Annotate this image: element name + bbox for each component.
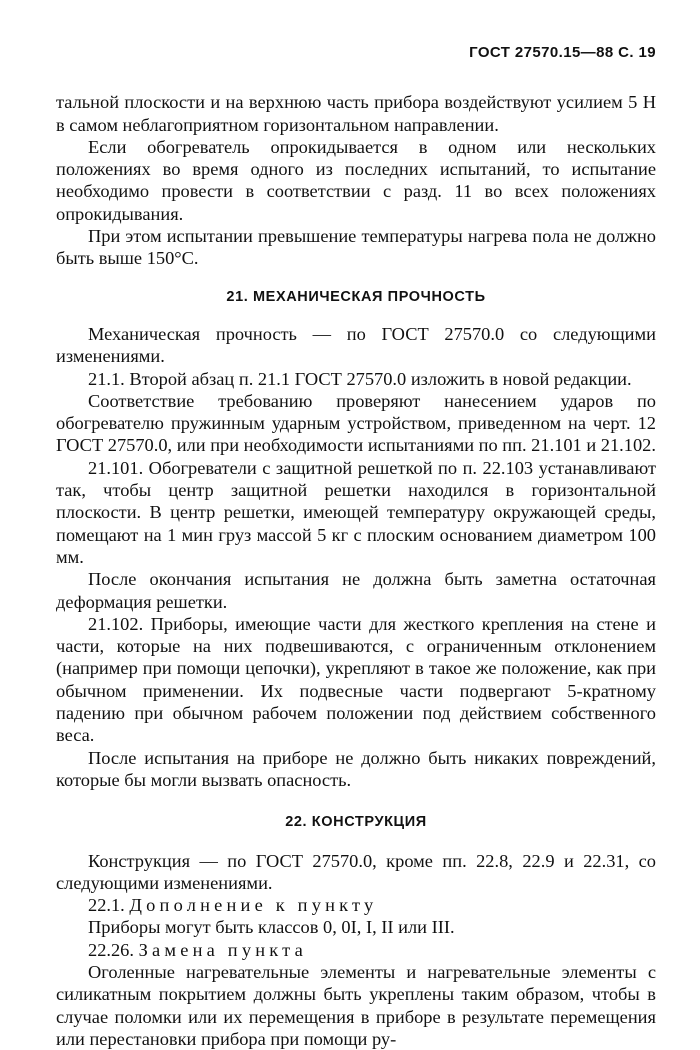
paragraph: тальной плоскости и на верхнюю часть прибора воздействуют усилием 5 Н в самом неблагоприятном горизонтальном направлении. [56, 92, 656, 135]
section-title: 21. МЕХАНИЧЕСКАЯ ПРОЧНОСТЬ [226, 288, 486, 305]
running-header: ГОСТ 27570.15—88 С. 19 [469, 44, 656, 61]
paragraph: Соответствие требованию проверяют нанесением ударов по обогревателю пружинным ударным устройством, приведенном на черт. 12 ГОСТ 27570.0, или при необходимости испытаниями по пп. 21.101 и 21.102. [56, 390, 656, 456]
clause-number: 22.26. [88, 939, 134, 960]
paragraph: После окончания испытания не должна быть заметна остаточная деформация решетки. [56, 569, 656, 612]
clause-heading [56, 894, 656, 916]
clause-label: Дополнение к пункту [129, 895, 378, 916]
clause-number: 22.1. [88, 895, 125, 916]
paragraph: Оголенные нагревательные элементы и нагревательные элементы с силикатным покрытием должны быть укреплены таким образом, чтобы в случае поломки или их перемещения в приборе в результате перемещения или перестановки прибора при помощи ру- [56, 961, 656, 1049]
paragraph: При этом испытании превышение температуры нагрева пола не должно быть выше 150°С. [56, 226, 656, 269]
paragraph: 21.1. Второй абзац п. 21.1 ГОСТ 27570.0 изложить в новой редакции. [88, 368, 632, 389]
clause-heading [56, 939, 656, 961]
clause-label: Замена пункта [138, 939, 307, 960]
paragraph: После испытания на приборе не должно быть никаких повреждений, которые бы могли вызвать опасность. [56, 747, 656, 790]
section-title: 22. КОНСТРУКЦИЯ [285, 814, 427, 831]
paragraph: Механическая прочность — по ГОСТ 27570.0 со следующими изменениями. [56, 323, 656, 367]
paragraph: Конструкция — по ГОСТ 27570.0, кроме пп. 22.8, 22.9 и 22.31, со следующими изменениями. [56, 850, 656, 893]
paragraph: Приборы могут быть классов 0, 0I, I, II или III. [88, 917, 455, 938]
paragraph: Если обогреватель опрокидывается в одном или нескольких положениях во время одного из последних испытаний, то испытание необходимо провести в соответствии с разд. 11 во всех положениях опрокидывания. [56, 136, 656, 224]
paragraph: 21.101. Обогреватели с защитной решеткой по п. 22.103 устанавливают так, чтобы центр защитной решетки находился в горизонтальной плоскости. В центр решетки, имеющей температуру окружающей среды, помещают на 1 мин груз массой 5 кг с плоским основанием диаметром 100 мм. [56, 457, 656, 567]
paragraph: 21.102. Приборы, имеющие части для жесткого крепления на стене и части, которые на них подвешиваются, с ограниченным отклонением (например при помощи цепочки), укрепляют в такое же положение, как при обычном применении. Их подвесные части подвергают 5-кратному падению при обычном рабочем положении под действием собственного веса. [56, 613, 656, 746]
